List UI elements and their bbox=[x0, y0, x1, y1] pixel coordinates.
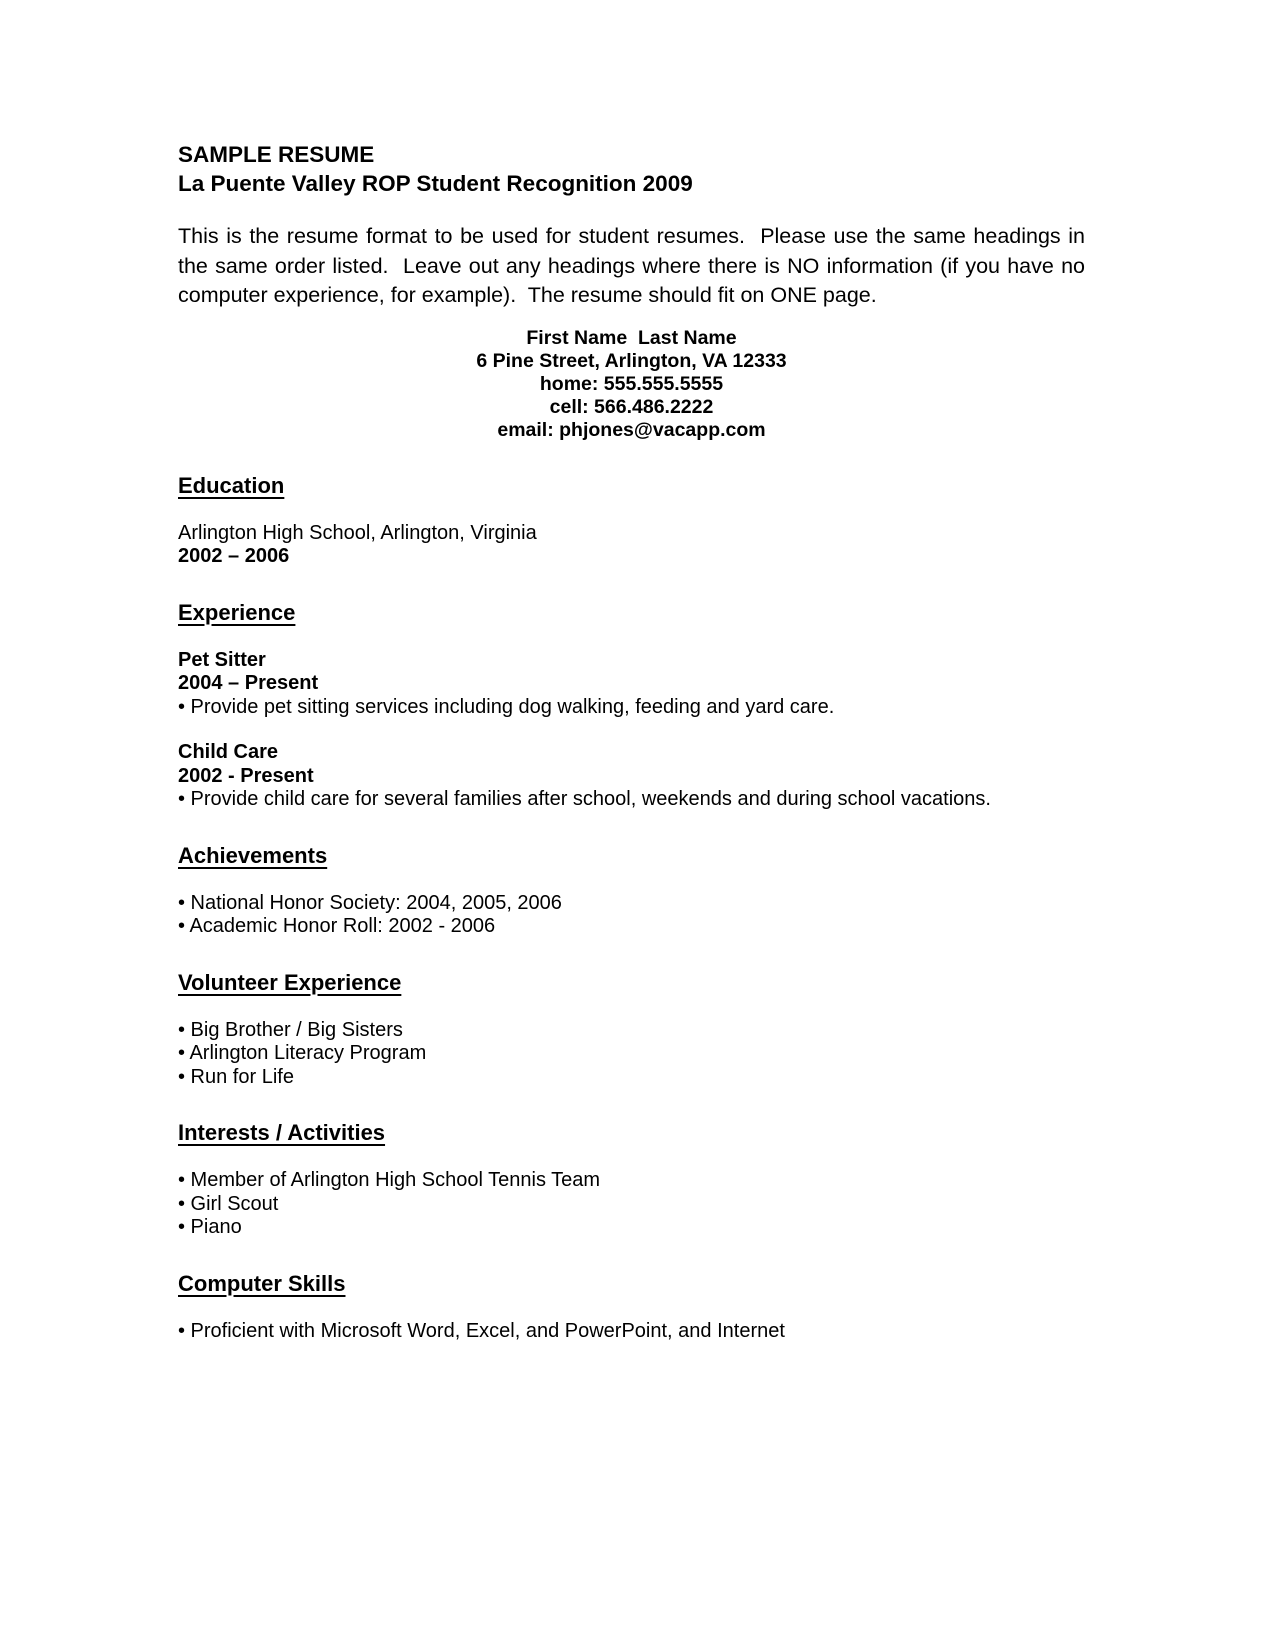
intro-paragraph: This is the resume format to be used for student resumes. Please use the same headings in the same order listed. Leave out any headings where there is NO information (if you have no computer experience, for example). The resume should fit on ONE page. bbox=[178, 224, 1091, 307]
section-computer-skills bbox=[178, 1270, 1085, 1344]
education-heading bbox=[178, 472, 1085, 499]
computer-skills-heading bbox=[178, 1270, 1085, 1297]
contact-name: First Name Last Name bbox=[526, 326, 737, 349]
computer-skill-item: • Proficient with Microsoft Word, Excel, and PowerPoint, and Internet bbox=[178, 1319, 785, 1342]
volunteer-heading bbox=[178, 969, 1085, 996]
achievements-heading-text: Achievements bbox=[178, 842, 328, 868]
job-title: Pet Sitter bbox=[178, 648, 266, 671]
job-bullet: • Provide pet sitting services including dog walking, feeding and yard care. bbox=[178, 695, 835, 718]
volunteer-item: • Run for Life bbox=[178, 1065, 294, 1088]
job-dates: 2002 - Present bbox=[178, 764, 314, 787]
job-title: Child Care bbox=[178, 741, 279, 763]
interest-item: • Member of Arlington High School Tennis Team bbox=[178, 1169, 601, 1191]
education-school: Arlington High School, Arlington, Virginia bbox=[178, 521, 537, 544]
interests-heading bbox=[178, 1119, 1085, 1146]
contact-address: 6 Pine Street, Arlington, VA 12333 bbox=[476, 349, 787, 372]
achievement-item: • Academic Honor Roll: 2002 - 2006 bbox=[178, 915, 496, 937]
section-education bbox=[178, 472, 1085, 569]
contact-cell-phone: cell: 566.486.2222 bbox=[549, 395, 714, 418]
section-volunteer-experience bbox=[178, 969, 1085, 1090]
contact-block bbox=[178, 327, 1085, 442]
page-subtitle: La Puente Valley ROP Student Recognition 2009 bbox=[178, 171, 693, 196]
experience-heading-text: Experience bbox=[178, 599, 296, 625]
education-heading-text: Education bbox=[178, 472, 285, 498]
section-experience bbox=[178, 599, 1085, 812]
section-achievements bbox=[178, 842, 1085, 939]
education-dates: 2002 – 2006 bbox=[178, 545, 290, 567]
page-title: SAMPLE RESUME bbox=[178, 142, 375, 167]
contact-email: email: phjones@vacapp.com bbox=[497, 418, 766, 441]
job-dates: 2004 – Present bbox=[178, 672, 319, 694]
computer-skills-heading-text: Computer Skills bbox=[178, 1270, 346, 1296]
volunteer-heading-text: Volunteer Experience bbox=[178, 969, 402, 995]
job-entry bbox=[178, 741, 1085, 812]
volunteer-item: • Big Brother / Big Sisters bbox=[178, 1018, 403, 1041]
contact-home-phone: home: 555.555.5555 bbox=[539, 372, 724, 395]
job-entry bbox=[178, 649, 1085, 720]
interests-heading-text: Interests / Activities bbox=[178, 1120, 386, 1145]
interest-item: • Girl Scout bbox=[178, 1192, 279, 1215]
interest-item: • Piano bbox=[178, 1216, 242, 1238]
job-bullet: • Provide child care for several families after school, weekends and during school vacations. bbox=[178, 788, 991, 810]
section-interests-activities bbox=[178, 1119, 1085, 1240]
achievements-heading bbox=[178, 842, 1085, 869]
volunteer-item: • Arlington Literacy Program bbox=[178, 1042, 427, 1064]
achievement-item: • National Honor Society: 2004, 2005, 2006 bbox=[178, 891, 562, 914]
experience-heading bbox=[178, 599, 1085, 626]
